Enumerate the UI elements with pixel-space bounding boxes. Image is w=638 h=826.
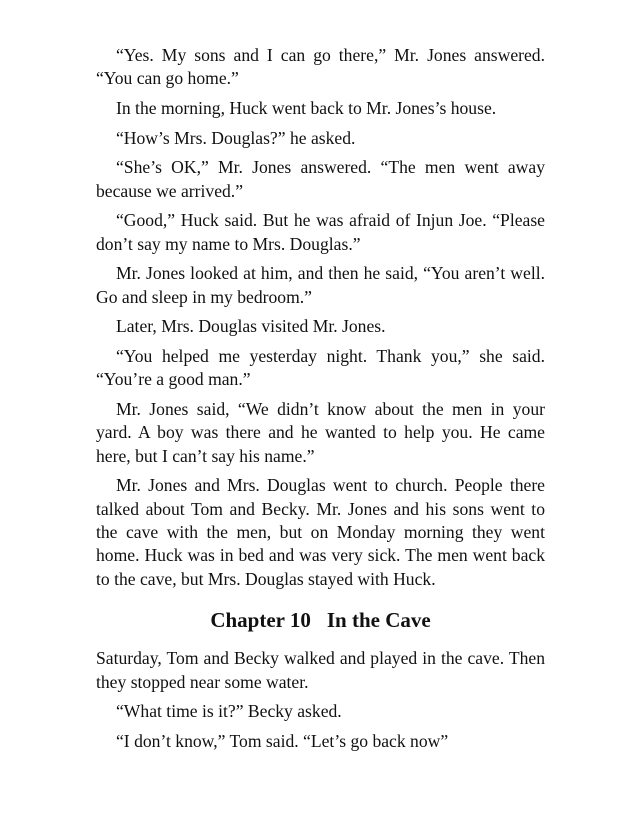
paragraph: Mr. Jones and Mrs. Douglas went to church. People there talked about Tom and Becky. Mr. Jones and his sons went to the cave with the men, but on Monday morning they went home. Huck was in bed and was very sick. The men went back to the cave, but Mrs. Douglas stayed with Huck. xyxy=(96,475,545,589)
book-page xyxy=(96,44,545,753)
paragraph: “Good,” Huck said. But he was afraid of Injun Joe. “Please don’t say my name to Mrs. Douglas.” xyxy=(96,210,545,254)
paragraph: “You helped me yesterday night. Thank you,” she said. “You’re a good man.” xyxy=(96,345,545,390)
chapter-number: Chapter 10 xyxy=(210,608,311,633)
paragraph: In the morning, Huck went back to Mr. Jones’s house. xyxy=(116,98,497,118)
paragraph: “What time is it?” Becky asked. xyxy=(116,701,342,722)
paragraph: Saturday, Tom and Becky walked and played in the cave. Then they stopped near some water. xyxy=(96,648,545,692)
paragraph: “Yes. My sons and I can go there,” Mr. Jones answered. “You can go home.” xyxy=(96,45,545,89)
paragraph: Mr. Jones said, “We didn’t know about the men in your yard. A boy was there and he wanted to help you. He came here, but I can’t say his name.” xyxy=(96,398,545,466)
paragraph: “How’s Mrs. Douglas?” he asked. xyxy=(116,127,356,148)
paragraph: “I don’t know,” Tom said. “Let’s go back now” xyxy=(116,730,449,751)
chapter-title: In the Cave xyxy=(326,608,431,633)
paragraph: “She’s OK,” Mr. Jones answered. “The men went away because we arrived.” xyxy=(96,157,545,201)
chapter-heading xyxy=(96,607,545,633)
paragraph: Mr. Jones looked at him, and then he said, “You aren’t well. Go and sleep in my bedroom.” xyxy=(96,263,545,307)
paragraph: Later, Mrs. Douglas visited Mr. Jones. xyxy=(116,316,386,337)
